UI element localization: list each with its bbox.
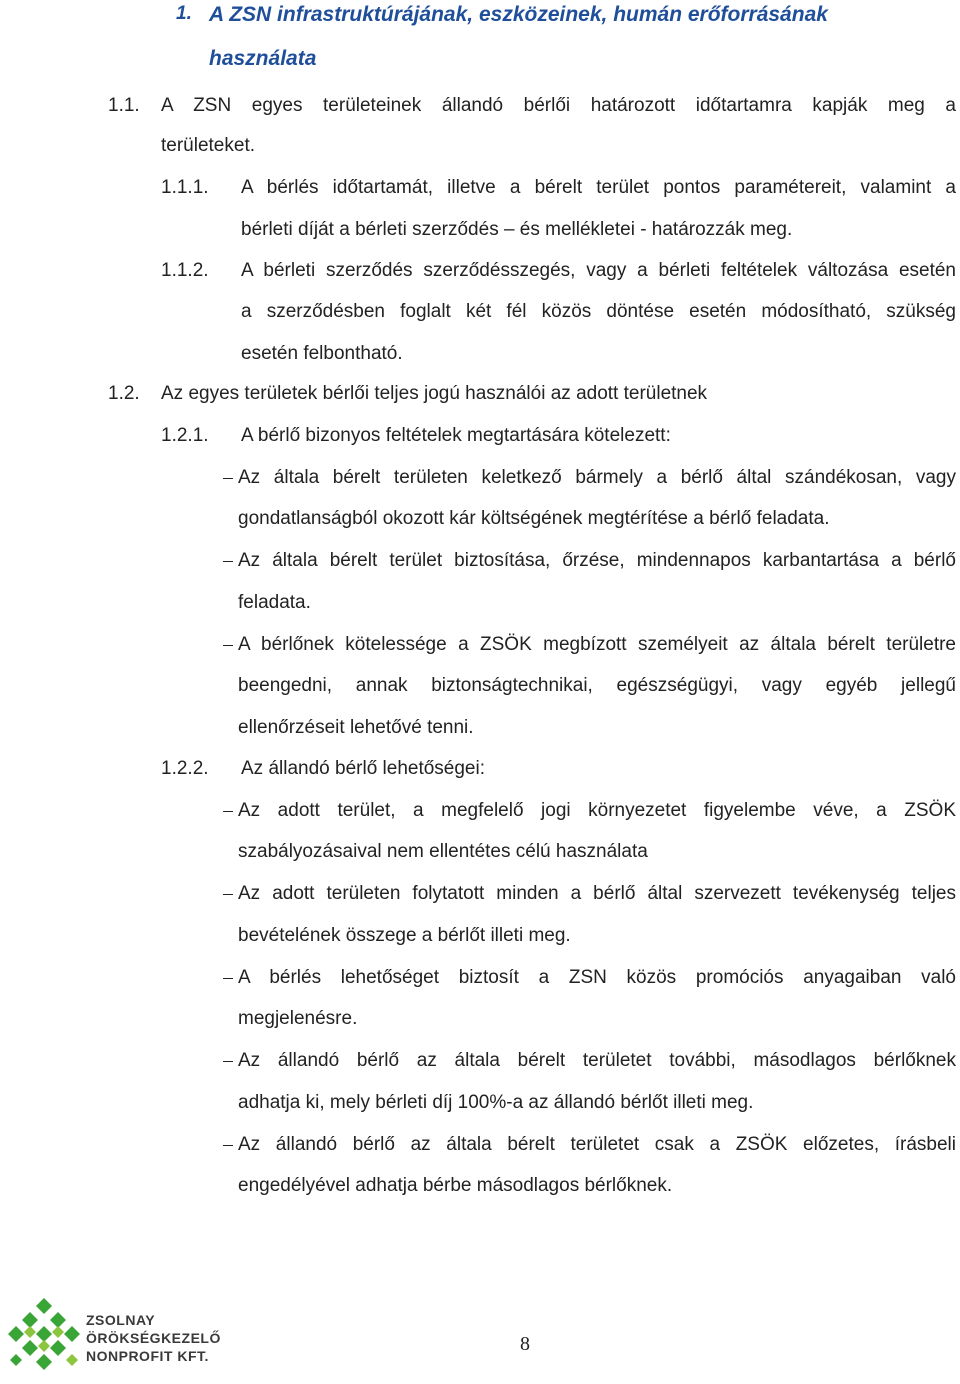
bullet-dash [223, 1145, 233, 1146]
list-item-line: megjelenésre. [238, 1008, 358, 1029]
section-1-1-line1: A ZSN egyes területeinek állandó bérlői határozott időtartamra kapják meg a [161, 95, 956, 116]
section-1-1-1-line1: A bérlés időtartamát, illetve a bérelt terület pontos paramétereit, valamint a [241, 177, 956, 198]
bullet-dash [223, 894, 233, 895]
list-item-line: feladata. [238, 592, 311, 613]
bullet-dash [223, 478, 233, 479]
section-1-2-1-number: 1.2.1. [161, 425, 209, 446]
list-item-line: A bérlés lehetőséget biztosít a ZSN közös promóciós anyagaiban való [238, 967, 956, 988]
section-1-1-1-number: 1.1.1. [161, 177, 209, 198]
list-item-line: Az általa bérelt területen keletkező bármely a bérlő által szándékosan, vagy [238, 467, 956, 488]
list-item-line: bevételének összege a bérlőt illeti meg. [238, 925, 571, 946]
section-1-1-2-line2: a szerződésben foglalt két fél közös döntése esetén módosítható, szükség [241, 301, 956, 322]
section-1-2-2-number: 1.2.2. [161, 758, 209, 779]
bullet-dash [223, 645, 233, 646]
zsolnay-logo-icon [6, 1298, 82, 1379]
list-item-line: Az adott terület, a megfelelő jogi környezetet figyelembe véve, a ZSÖK [238, 800, 956, 821]
page-number: 8 [520, 1333, 530, 1355]
heading-number: 1. [176, 3, 192, 24]
section-1-1-number: 1.1. [108, 95, 140, 116]
list-item-line: adhatja ki, mely bérleti díj 100%-a az állandó bérlőt illeti meg. [238, 1092, 754, 1113]
bullet-dash [223, 978, 233, 979]
section-1-1-1-line2: bérleti díját a bérleti szerződés – és mellékletei - határozzák meg. [241, 219, 793, 240]
list-item-line: ellenőrzéseit lehetővé tenni. [238, 717, 474, 738]
bullet-dash [223, 1061, 233, 1062]
bullet-dash [223, 561, 233, 562]
heading-title-line1: A ZSN infrastruktúrájának, eszközeinek, humán erőforrásának [209, 3, 828, 26]
section-1-2-number: 1.2. [108, 383, 140, 404]
logo-text-line3: NONPROFIT KFT. [86, 1348, 209, 1364]
section-1-1-2-number: 1.1.2. [161, 260, 209, 281]
list-item-line: Az állandó bérlő az általa bérelt területet további, másodlagos bérlőknek [238, 1050, 956, 1071]
section-1-1-2-line1: A bérleti szerződés szerződésszegés, vagy a bérleti feltételek változása esetén [241, 260, 956, 281]
section-1-2-1-line1: A bérlő bizonyos feltételek megtartására kötelezett: [241, 425, 671, 446]
list-item-line: gondatlanságból okozott kár költségének megtérítése a bérlő feladata. [238, 508, 830, 529]
list-item-line: Az általa bérelt terület biztosítása, őrzése, mindennapos karbantartása a bérlő [238, 550, 956, 571]
bullet-dash [223, 811, 233, 812]
list-item-line: beengedni, annak biztonságtechnikai, egészségügyi, vagy egyéb jellegű [238, 675, 956, 696]
section-1-2-2-line1: Az állandó bérlő lehetőségei: [241, 758, 486, 779]
list-item-line: Az adott területen folytatott minden a bérlő által szervezett tevékenység teljes [238, 883, 956, 904]
logo-text-line2: ÖRÖKSÉGKEZELŐ [86, 1330, 221, 1346]
section-1-2-line1: Az egyes területek bérlői teljes jogú használói az adott területnek [161, 383, 708, 404]
list-item-line: engedélyével adhatja bérbe másodlagos bérlőknek. [238, 1175, 673, 1196]
heading-title-line2: használata [209, 47, 317, 70]
list-item-line: szabályozásaival nem ellentétes célú használata [238, 841, 648, 862]
section-1-1-line2: területeket. [161, 135, 255, 156]
logo-text-line1: ZSOLNAY [86, 1312, 156, 1328]
list-item-line: Az állandó bérlő az általa bérelt területet csak a ZSÖK előzetes, írásbeli [238, 1134, 956, 1155]
list-item-line: A bérlőnek kötelessége a ZSÖK megbízott személyeit az általa bérelt területre [238, 634, 956, 655]
section-1-1-2-line3: esetén felbontható. [241, 343, 403, 364]
